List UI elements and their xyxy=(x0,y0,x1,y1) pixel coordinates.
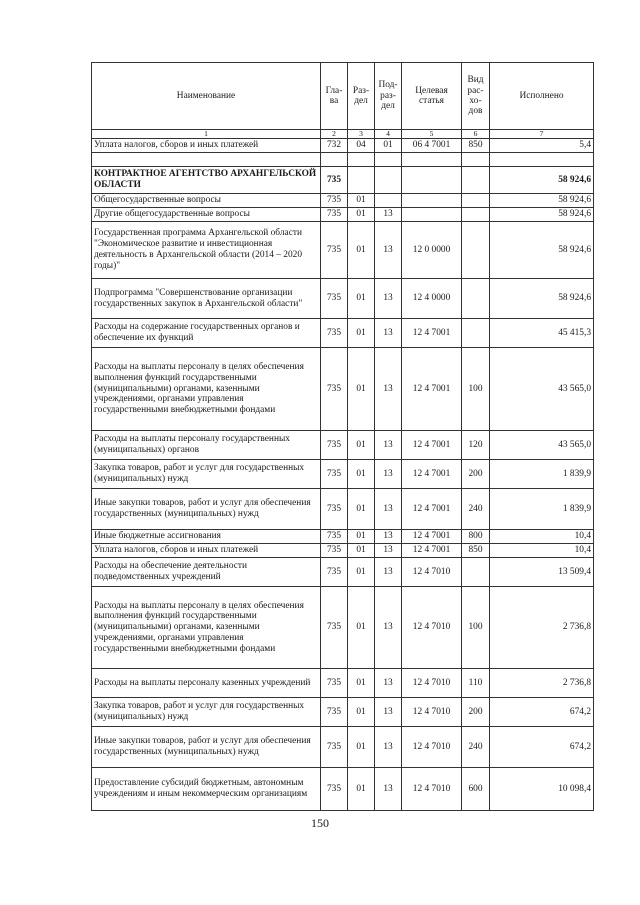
row-target-article: 12 4 7001 xyxy=(402,460,462,489)
row-name: Расходы на выплаты персоналу государственных (муниципальных) органов xyxy=(92,431,321,460)
table-row xyxy=(92,587,594,669)
row-chapter: 735 xyxy=(321,587,348,669)
row-executed: 10,4 xyxy=(490,544,594,558)
row-section: 01 xyxy=(348,222,375,279)
row-section: 01 xyxy=(348,768,375,811)
row-name: Расходы на обеспечение деятельности подведомственных учреждений xyxy=(92,558,321,587)
row-executed: 45 415,3 xyxy=(490,319,594,348)
row-chapter: 735 xyxy=(321,319,348,348)
row-target-article xyxy=(402,194,462,208)
table-row xyxy=(92,544,594,558)
row-subsection xyxy=(375,194,402,208)
row-section: 01 xyxy=(348,489,375,530)
row-executed: 58 924,6 xyxy=(490,222,594,279)
row-executed: 58 924,6 xyxy=(490,279,594,319)
row-expense-type xyxy=(462,194,490,208)
column-number: 2 xyxy=(321,130,348,139)
row-executed: 43 565,0 xyxy=(490,348,594,431)
row-name: Расходы на содержание государственных органов и обеспечение их функций xyxy=(92,319,321,348)
row-target-article: 12 4 7001 xyxy=(402,319,462,348)
row-name: Закупка товаров, работ и услуг для государственных (муниципальных) нужд xyxy=(92,698,321,727)
row-expense-type: 850 xyxy=(462,139,490,153)
header-executed: Исполнено xyxy=(490,63,594,130)
row-target-article xyxy=(402,167,462,194)
table-row xyxy=(92,558,594,587)
row-chapter: 735 xyxy=(321,768,348,811)
column-number: 3 xyxy=(348,130,375,139)
row-target-article: 12 4 7001 xyxy=(402,348,462,431)
row-target-article: 12 4 7010 xyxy=(402,587,462,669)
table-row xyxy=(92,460,594,489)
row-target-article xyxy=(402,208,462,222)
row-expense-type xyxy=(462,167,490,194)
row-chapter: 735 xyxy=(321,222,348,279)
row-name: Подпрограмма "Совершенствование организации государственных закупок в Архангельской области" xyxy=(92,279,321,319)
row-executed: 58 924,6 xyxy=(490,208,594,222)
row-subsection: 13 xyxy=(375,587,402,669)
row-subsection: 13 xyxy=(375,208,402,222)
row-executed: 10 098,4 xyxy=(490,768,594,811)
row-target-article: 12 4 0000 xyxy=(402,279,462,319)
header-subsection: Под- раз- дел xyxy=(375,63,402,130)
table-row xyxy=(92,139,594,153)
row-chapter: 735 xyxy=(321,530,348,544)
row-expense-type xyxy=(462,208,490,222)
row-section: 01 xyxy=(348,194,375,208)
row-expense-type xyxy=(462,319,490,348)
row-expense-type: 110 xyxy=(462,669,490,698)
row-chapter: 735 xyxy=(321,194,348,208)
row-target-article: 12 4 7010 xyxy=(402,698,462,727)
table-row xyxy=(92,222,594,279)
table-row xyxy=(92,194,594,208)
table-row xyxy=(92,530,594,544)
column-number: 6 xyxy=(462,130,490,139)
row-expense-type xyxy=(462,279,490,319)
row-executed: 674,2 xyxy=(490,727,594,768)
row-executed: 2 736,8 xyxy=(490,669,594,698)
row-section: 01 xyxy=(348,727,375,768)
row-target-article: 12 4 7001 xyxy=(402,530,462,544)
row-executed: 10,4 xyxy=(490,530,594,544)
row-expense-type: 100 xyxy=(462,587,490,669)
table-header-row xyxy=(92,63,594,130)
row-name: Уплата налогов, сборов и иных платежей xyxy=(92,544,321,558)
table-row xyxy=(92,167,594,194)
row-chapter: 735 xyxy=(321,544,348,558)
row-subsection: 01 xyxy=(375,139,402,153)
row-chapter: 735 xyxy=(321,431,348,460)
table-row xyxy=(92,698,594,727)
row-section: 01 xyxy=(348,530,375,544)
row-expense-type: 100 xyxy=(462,348,490,431)
header-target-article: Целевая статья xyxy=(402,63,462,130)
row-chapter: 735 xyxy=(321,460,348,489)
row-target-article: 06 4 7001 xyxy=(402,139,462,153)
row-executed: 1 839,9 xyxy=(490,460,594,489)
row-name: КОНТРАКТНОЕ АГЕНТСТВО АРХАНГЕЛЬСКОЙ ОБЛАСТИ xyxy=(92,167,321,194)
row-expense-type: 850 xyxy=(462,544,490,558)
row-target-article: 12 4 7001 xyxy=(402,431,462,460)
row-name: Расходы на выплаты персоналу в целях обеспечения выполнения функций государственными (муниципальными) органами, казенными учреждениями, органами управления государственными внебюджетными фондами xyxy=(92,587,321,669)
row-subsection: 13 xyxy=(375,698,402,727)
row-executed: 1 839,9 xyxy=(490,489,594,530)
row-expense-type: 240 xyxy=(462,489,490,530)
row-subsection: 13 xyxy=(375,279,402,319)
row-subsection: 13 xyxy=(375,727,402,768)
table-row xyxy=(92,431,594,460)
row-subsection xyxy=(375,153,402,167)
header-section: Раз- дел xyxy=(348,63,375,130)
row-chapter: 735 xyxy=(321,279,348,319)
row-name: Другие общегосударственные вопросы xyxy=(92,208,321,222)
page-number: 150 xyxy=(311,816,329,830)
column-number: 1 xyxy=(92,130,321,139)
row-chapter: 735 xyxy=(321,669,348,698)
row-name: Уплата налогов, сборов и иных платежей xyxy=(92,139,321,153)
row-expense-type: 800 xyxy=(462,530,490,544)
row-chapter: 735 xyxy=(321,167,348,194)
row-chapter: 735 xyxy=(321,208,348,222)
row-name: Иные бюджетные ассигнования xyxy=(92,530,321,544)
row-target-article xyxy=(402,153,462,167)
row-subsection: 13 xyxy=(375,768,402,811)
row-executed: 58 924,6 xyxy=(490,167,594,194)
row-section: 01 xyxy=(348,279,375,319)
row-subsection: 13 xyxy=(375,222,402,279)
table-row xyxy=(92,348,594,431)
row-executed: 2 736,8 xyxy=(490,587,594,669)
row-section: 01 xyxy=(348,698,375,727)
row-expense-type xyxy=(462,222,490,279)
row-executed: 43 565,0 xyxy=(490,431,594,460)
row-executed: 674,2 xyxy=(490,698,594,727)
row-name: Предоставление субсидий бюджетным, автономным учреждениям и иным некоммерческим организациям xyxy=(92,768,321,811)
row-section xyxy=(348,153,375,167)
column-number: 4 xyxy=(375,130,402,139)
row-executed: 58 924,6 xyxy=(490,194,594,208)
row-section: 01 xyxy=(348,669,375,698)
row-name xyxy=(92,153,321,167)
header-expense-type: Вид рас- хо- дов xyxy=(462,63,490,130)
row-name: Государственная программа Архангельской области "Экономическое развитие и инвестиционная деятельность в Архангельской области (2014 – 2020 годы)" xyxy=(92,222,321,279)
row-subsection: 13 xyxy=(375,431,402,460)
row-target-article: 12 4 7010 xyxy=(402,727,462,768)
row-expense-type xyxy=(462,153,490,167)
row-subsection: 13 xyxy=(375,669,402,698)
row-section: 01 xyxy=(348,460,375,489)
row-expense-type: 120 xyxy=(462,431,490,460)
table-row xyxy=(92,768,594,811)
table-row xyxy=(92,208,594,222)
row-chapter: 735 xyxy=(321,348,348,431)
row-name: Иные закупки товаров, работ и услуг для обеспечения государственных (муниципальных) нужд xyxy=(92,489,321,530)
column-number: 7 xyxy=(490,130,594,139)
row-target-article: 12 0 0000 xyxy=(402,222,462,279)
row-expense-type: 240 xyxy=(462,727,490,768)
row-expense-type xyxy=(462,558,490,587)
header-name: Наименование xyxy=(92,63,321,130)
row-section: 01 xyxy=(348,431,375,460)
row-target-article: 12 4 7010 xyxy=(402,669,462,698)
row-name: Расходы на выплаты персоналу казенных учреждений xyxy=(92,669,321,698)
row-subsection xyxy=(375,167,402,194)
budget-execution-table xyxy=(91,62,594,811)
row-section: 04 xyxy=(348,139,375,153)
row-name: Закупка товаров, работ и услуг для государственных (муниципальных) нужд xyxy=(92,460,321,489)
row-chapter: 735 xyxy=(321,698,348,727)
row-target-article: 12 4 7001 xyxy=(402,544,462,558)
column-number: 5 xyxy=(402,130,462,139)
row-chapter xyxy=(321,153,348,167)
table-row xyxy=(92,319,594,348)
row-name: Иные закупки товаров, работ и услуг для обеспечения государственных (муниципальных) нужд xyxy=(92,727,321,768)
row-name: Общегосударственные вопросы xyxy=(92,194,321,208)
row-section: 01 xyxy=(348,319,375,348)
row-target-article: 12 4 7001 xyxy=(402,489,462,530)
row-section: 01 xyxy=(348,587,375,669)
table-row xyxy=(92,279,594,319)
table-row xyxy=(92,727,594,768)
row-chapter: 732 xyxy=(321,139,348,153)
table-row xyxy=(92,489,594,530)
row-subsection: 13 xyxy=(375,460,402,489)
row-target-article: 12 4 7010 xyxy=(402,558,462,587)
blank-row xyxy=(92,153,594,167)
row-expense-type: 600 xyxy=(462,768,490,811)
row-executed: 5,4 xyxy=(490,139,594,153)
row-chapter: 735 xyxy=(321,489,348,530)
row-section xyxy=(348,167,375,194)
row-subsection: 13 xyxy=(375,544,402,558)
row-expense-type: 200 xyxy=(462,460,490,489)
row-target-article: 12 4 7010 xyxy=(402,768,462,811)
table-row xyxy=(92,669,594,698)
row-section: 01 xyxy=(348,348,375,431)
row-chapter: 735 xyxy=(321,558,348,587)
table-body xyxy=(92,139,594,811)
row-expense-type: 200 xyxy=(462,698,490,727)
row-subsection: 13 xyxy=(375,558,402,587)
row-executed xyxy=(490,153,594,167)
row-section: 01 xyxy=(348,544,375,558)
row-subsection: 13 xyxy=(375,348,402,431)
row-section: 01 xyxy=(348,208,375,222)
row-subsection: 13 xyxy=(375,530,402,544)
column-number-row xyxy=(92,130,594,139)
row-executed: 13 509,4 xyxy=(490,558,594,587)
row-chapter: 735 xyxy=(321,727,348,768)
header-chapter: Гла- ва xyxy=(321,63,348,130)
row-subsection: 13 xyxy=(375,489,402,530)
row-subsection: 13 xyxy=(375,319,402,348)
row-section: 01 xyxy=(348,558,375,587)
row-name: Расходы на выплаты персоналу в целях обеспечения выполнения функций государственными (муниципальными) органами, казенными учреждениями, органами управления государственными внебюджетными фондами xyxy=(92,348,321,431)
